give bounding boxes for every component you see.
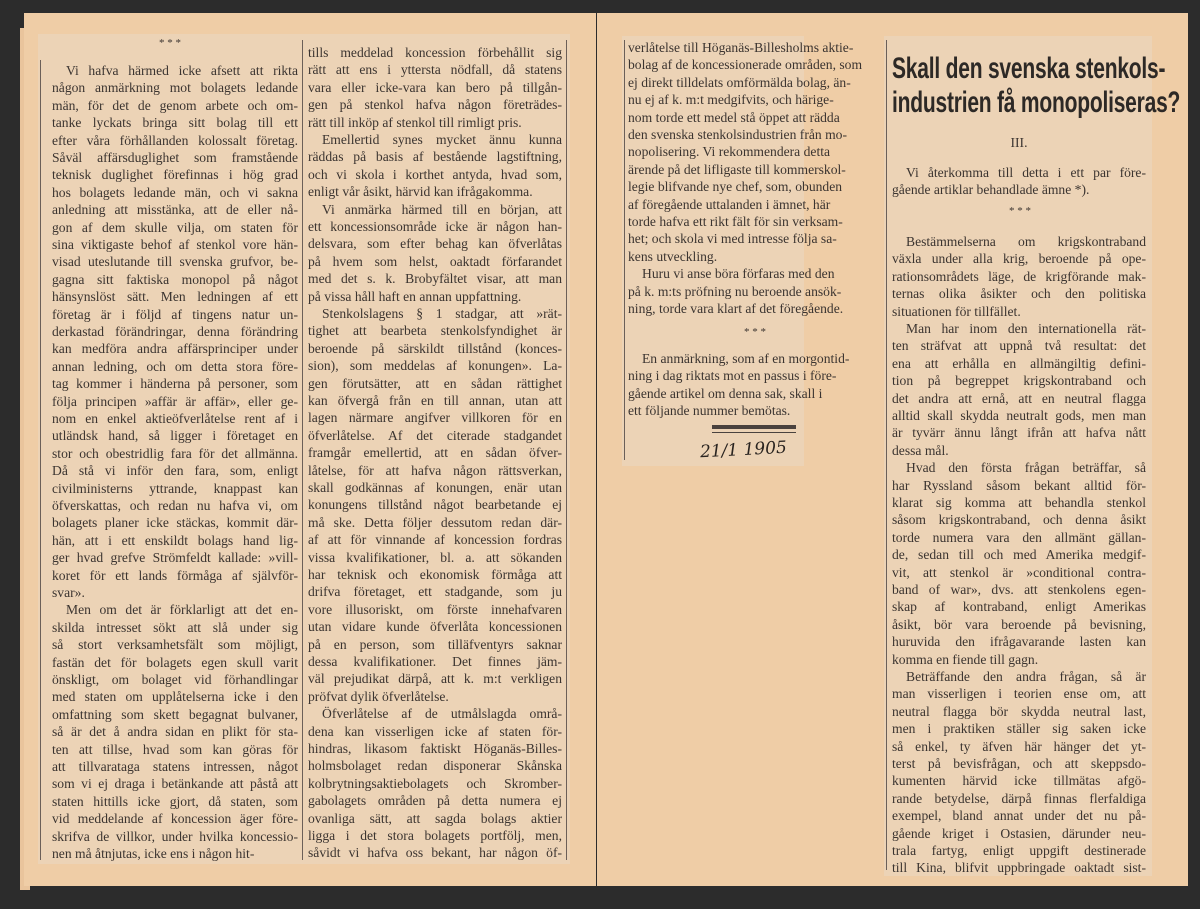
- text-line: annan ledning, och om detta stora före-: [52, 358, 298, 374]
- headline-line: industrien få monopoliseras?: [892, 86, 1181, 119]
- text-line: drifva företaget, ett stadgande, som ju: [308, 584, 562, 600]
- text-line: En anmärkning, som af en morgontid-: [642, 351, 850, 366]
- text-line: dessa mål.: [892, 442, 949, 458]
- text-line: utländsk hand, så ligger i företaget en: [52, 428, 298, 444]
- column-rule: [302, 40, 303, 860]
- text-line: sina viktigaste behof af stenkol vore hän-: [52, 237, 298, 252]
- text-line: följa principen »affär är affär», eller ge-: [52, 393, 298, 409]
- text-line: åsikt, bör vara beroende på bevisning,: [892, 616, 1146, 632]
- text-line: med det s. k. Brobyfältet visar, att man: [308, 271, 562, 287]
- text-line: ena att erhålla en allmängiltig defini-: [892, 355, 1146, 371]
- text-line: alltid skall skydda neutralt gods, men man: [892, 408, 1146, 423]
- text-line: tills meddelad koncession förbehållit sig: [308, 45, 562, 60]
- text-line: så är det å andra sidan en plikt för sta-: [52, 724, 298, 740]
- text-line: dessa kvalifikationer. Det finnes jäm-: [308, 654, 562, 669]
- text-line: Hvad den första frågan beträffar, så: [906, 460, 1146, 476]
- text-line: rande betydelse, därpå finnas flerfaldiga: [892, 790, 1146, 806]
- text-line: klarat sig komma att behandla stenkol: [892, 495, 1146, 510]
- text-line: vore illusoriskt, om förste innehafvaren: [308, 601, 562, 617]
- text-line: gående artiklar behandlade ämne *).: [892, 182, 1090, 198]
- text-line: hindras, likasom faktiskt Höganäs-Billes-: [308, 741, 562, 756]
- text-line: väl prejudikat därpå, att k. m:t verkligen: [308, 671, 562, 687]
- handwritten-date: 21/1 1905: [699, 437, 788, 463]
- text-line: Men om det är förklarligt att det en-: [66, 602, 298, 618]
- text-line: tag kommer i händerna på personer, som: [52, 376, 298, 392]
- text-line: att tillvarataga statens intressen, något: [52, 759, 298, 774]
- text-line: tanke lyckats bringa sitt bolag till ett: [52, 115, 298, 131]
- text-line: skilda intresset sökt att slå under sig: [52, 619, 298, 635]
- text-line: derkastad förändringar, denna förändring: [52, 324, 298, 339]
- text-line: rationsområdets läge, de krigförande mak-: [892, 268, 1146, 284]
- text-line: gagna sitt faktiska monopol på något: [52, 271, 298, 287]
- column-rule: [624, 40, 625, 460]
- part-number: III.: [1010, 135, 1028, 150]
- text-line: gon af dem skulle vilja, om staten för: [52, 219, 298, 235]
- section-stars: * * *: [1009, 205, 1031, 217]
- text-line: Huru vi anse böra förfaras med den: [642, 266, 835, 282]
- text-line: gen förutsätter, att en sådan rättighet: [308, 375, 562, 391]
- text-line: verlåtelse till Höganäs-Billesholms aktie-: [628, 40, 854, 55]
- text-line: kumenten härvid icke tillmätas afgö-: [892, 773, 1146, 789]
- text-line: nom torde ett medel stå öppet att rädda: [628, 109, 840, 125]
- text-line: ning, torde vara klart af det föregående.: [628, 301, 844, 316]
- text-line: hän, att i ett enskildt bolags hand lig-: [52, 532, 298, 548]
- text-line: vara eller icke-vara kan bero på tillgån-: [308, 79, 562, 95]
- text-line: band of war», dvs. att stenkolens egen-: [892, 582, 1146, 597]
- text-line: låtelse, för att hafva någon rättsverkan,: [308, 462, 562, 478]
- text-line: män, för det de genom arbete och om-: [52, 97, 298, 113]
- text-line: såvidt vi hafva oss bekant, har någon öf-: [308, 845, 562, 861]
- text-line: dena kan visserligen icke af staten för-: [308, 723, 562, 739]
- text-line: vit, att stenkol är »conditional contra-: [892, 564, 1146, 580]
- text-line: anledning att misstänka, att de eller nå-: [52, 202, 298, 218]
- text-line: men i praktiken ställer sig saken icke: [892, 721, 1146, 737]
- text-line: på en person, som tilläfventyrs saknar: [308, 636, 562, 652]
- text-line: gen på stenkol hafva någon företrädes-: [308, 97, 562, 113]
- text-line: nu ej af k. m:t medgifvits, och härige-: [628, 92, 834, 108]
- text-line: sion), som meddelas af konungen». La-: [308, 358, 562, 374]
- text-line: ning i dag riktats mot en passus i före-: [628, 368, 837, 384]
- text-line: fastän det för bolagets egen skull varit: [52, 654, 298, 670]
- text-line: nom en enkel aktieöfverlåtelse rent af i: [52, 411, 298, 426]
- text-line: situationen för tillfället.: [892, 303, 1021, 319]
- text-line: vissa kvalifikationer, bl. a. att sökanden: [308, 549, 562, 565]
- text-line: huruvida den ifrågavarande lasten kan: [892, 634, 1146, 650]
- text-line: den svenska stenkolsindustrien från mo-: [628, 127, 847, 142]
- text-line: bolag af de koncessionerade områden, som: [628, 57, 863, 73]
- headline: [892, 52, 1181, 120]
- text-line: det andra att ernå, att en neutral flagga: [892, 390, 1146, 406]
- text-line: beroende på särskildt tillstånd (konces-: [308, 340, 562, 356]
- text-line: torde hafva ett rikt fält för sin verksam-: [628, 214, 843, 229]
- text-line: lagen närmare angifver villkoren för en: [308, 410, 562, 426]
- text-line: Emellertid synes mycket ännu kunna: [322, 132, 562, 147]
- text-line: stor och obestridlig fara för det allmänna.: [52, 445, 298, 461]
- text-line: efter våra förhållanden kolossalt företag.: [52, 132, 298, 148]
- text-line: gående kriget i Ostasien, därunder neu-: [892, 825, 1146, 841]
- section-stars: * * *: [744, 326, 766, 338]
- text-line: visad uteslutande till svenska grufvor, be-: [52, 254, 298, 270]
- text-line: nopolisering. Vi rekommendera detta: [628, 144, 831, 160]
- text-line: framgår emellertid, att en sådan öfver-: [308, 445, 562, 461]
- text-line: vid meddelande af koncession äger före-: [52, 811, 298, 827]
- section-stars: * * *: [159, 37, 181, 49]
- text-line: neutral flagga bör skydda neutral last,: [892, 703, 1146, 719]
- text-line: torde numera vara den allmänt gällan-: [892, 529, 1146, 545]
- text-line: ovanliga sätt, att sagda bolags aktier: [308, 810, 562, 826]
- text-line: Vi anmärka härmed till en början, att: [322, 201, 562, 217]
- text-line: utan vidare kunde öfverlåta koncessionen: [308, 619, 562, 635]
- text-line: gabolagets områden på detta numera ej: [308, 793, 562, 809]
- text-line: staten hittills icke gjort, då staten, som: [52, 793, 298, 809]
- end-rule-thin: [712, 432, 796, 433]
- text-line: man visserligen i teorien ense om, att: [892, 686, 1146, 702]
- text-line: holmsbolaget redan disponerar Skånska: [308, 758, 562, 774]
- text-line: kan öfvergå från en till annan, utan att: [308, 393, 562, 408]
- text-line: har teknisk och ekonomisk förmåga att: [308, 567, 562, 582]
- text-line: enligt vår åsikt, härvid kan ifrågakomma.: [308, 184, 533, 200]
- text-line: ej direkt tilldelats omförmälda bolag, än-: [628, 74, 851, 90]
- text-line: hänsynslöst sätt. Men ledningen af ett: [52, 289, 298, 305]
- text-line: rätt att ens i yttersta nödfall, då statens: [308, 62, 562, 78]
- text-line: omfattning som skett begagnat bulvaner,: [52, 706, 298, 722]
- text-line: terst på bevisfrågan, och att skeppsdo-: [892, 756, 1146, 771]
- column-rule: [886, 40, 887, 870]
- text-line: såsom krigskontraband, och denna åsikt: [892, 512, 1146, 528]
- column-rule: [40, 60, 41, 860]
- text-line: Såväl affärsduglighet som framstående: [52, 150, 298, 165]
- end-rule-thick: [712, 425, 796, 429]
- text-line: önskligt, om bolaget vid förhandlingar: [52, 672, 298, 687]
- text-line: teknisk duglighet förefinnas i hög grad: [52, 167, 298, 183]
- text-line: pröfvat dylik öfverlåtelse.: [308, 688, 449, 704]
- text-line: civilministerns yttrande, knappast kan: [52, 480, 298, 496]
- text-line: konungens tillstånd något bearbetande ej: [308, 497, 562, 513]
- text-line: af föregående uttalanden i ämnet, här: [628, 196, 831, 212]
- text-line: är tyvärr ännu långt ifrån att hafva nått: [892, 425, 1146, 441]
- text-line: Då stå vi inför den fara, som, enligt: [52, 463, 298, 479]
- text-line: ten sträfvat att uppnå två resultat: det: [892, 338, 1146, 354]
- text-line: ligga i det stora bolagets portfölj, men,: [308, 828, 562, 843]
- text-line: så stort verksamhetsfält som möjligt,: [52, 637, 298, 653]
- text-line: Vi återkomma till detta i ett par före-: [906, 165, 1146, 180]
- text-line: Vi hafva härmed icke afsett att rikta: [66, 63, 298, 78]
- text-line: tighet att bearbeta stenkolsfyndighet är: [308, 323, 562, 339]
- text-line: öfverskattas, och redan nu hafva vi, om: [52, 498, 298, 513]
- text-line: Öfverlåtelse af de utmålslagda områ-: [322, 706, 562, 722]
- text-line: Bestämmelserna om krigskontraband: [906, 234, 1146, 249]
- text-line: delsvara, som efter behag kan öfverlåtas: [308, 236, 562, 252]
- text-line: skrifva de villkor, under hvilka koncessio-: [52, 828, 298, 844]
- text-line: öfverlåtelse. Af det citerade stadgandet: [308, 427, 562, 443]
- text-line: legie blifvande nye chef, som, obunden: [628, 179, 843, 195]
- text-line: kan medföra andra affärsprinciper under: [52, 341, 298, 357]
- text-line: någon anmärkning mot bolagets ledande: [52, 80, 298, 96]
- text-line: kens utveckling.: [628, 248, 718, 264]
- text-line: rätt till inköp af stenkol till rimligt pris.: [308, 114, 522, 130]
- text-line: af att för vinnande af koncession fordras: [308, 532, 562, 548]
- text-line: ett koncessionsområde icke är någon han-: [308, 219, 562, 234]
- text-line: räddas på basis af bestående lagstiftning,: [308, 149, 562, 165]
- text-line: skall godkännas af konungen, enär utan: [308, 480, 562, 495]
- text-line: på hvem som helst, oaktadt förfarandet: [308, 253, 562, 269]
- column-rule: [566, 40, 567, 860]
- text-line: må ske. Detta följer dessutom redan där-: [308, 514, 562, 530]
- text-line: koret för ett lands förmåga af självför-: [52, 567, 298, 583]
- text-line: med staten om upplåtelserna icke i den: [52, 689, 298, 705]
- text-line: komma en fiende till gagn.: [892, 651, 1039, 667]
- text-line: nen må åtnjutas, icke ens i någon hit-: [52, 846, 255, 861]
- text-line: ternas olika åsikter och den politiska: [892, 286, 1146, 302]
- text-line: till Kina, blifvit uppbringade oaktadt sist-: [892, 860, 1146, 876]
- headline-line: Skall den svenska stenkols-: [892, 52, 1166, 85]
- text-line: exempel, bland annat under det nu på-: [892, 808, 1146, 824]
- text-line: växla under alla krig, beroende på ope-: [892, 251, 1146, 267]
- text-line: ärende på det lifligaste till kommerskol-: [628, 161, 846, 177]
- text-line: har Ryssland såsom bekant alltid för-: [892, 477, 1146, 493]
- text-line: på k. m:ts pröfning nu beroende ansök-: [628, 283, 842, 299]
- text-line: företag är i följd af tingens natur un-: [52, 306, 298, 322]
- text-line: Beträffande den andra frågan, så är: [906, 669, 1146, 684]
- text-line: ett följande nummer bemötas.: [628, 403, 791, 419]
- text-line: på vissa håll haft en annan uppfattning.: [308, 288, 522, 304]
- text-line: Man har inom den internationella rät-: [906, 321, 1146, 336]
- text-line: tion på begreppet krigskontraband och: [892, 373, 1146, 389]
- text-line: het; och skola vi med intresse följa sa-: [628, 231, 837, 247]
- text-line: och vi skola i korthet antyda, hvad som,: [308, 166, 562, 182]
- text-line: de, sedan till och med Amerika medgif-: [892, 547, 1146, 563]
- text-line: Stenkolslagens § 1 stadgar, att »rät-: [322, 306, 562, 321]
- text-line: ten att tillse, hvad som kan göras för: [52, 741, 298, 757]
- text-line: svar».: [52, 585, 85, 600]
- text-line: kolbrytningsaktiebolagets och Skromber-: [308, 775, 562, 791]
- text-line: så enkel, ty äfven här hänger det yt-: [892, 738, 1146, 754]
- text-line: ger hvad grefve Strömfeldt kallade: »vill-: [52, 550, 298, 566]
- text-line: hos bolagets ledande män, och vi sakna: [52, 184, 298, 200]
- text-line: trala fartyg, enligt uppgift destinerade: [892, 843, 1146, 858]
- text-line: som vi ej draga i betänkande att påstå att: [52, 776, 298, 792]
- text-line: bolagets planer icke stäckas, kommit där-: [52, 515, 298, 531]
- text-line: skap af kontraband, enligt Amerikas: [892, 599, 1146, 615]
- text-line: gående artikel om denna sak, skall i: [628, 385, 823, 401]
